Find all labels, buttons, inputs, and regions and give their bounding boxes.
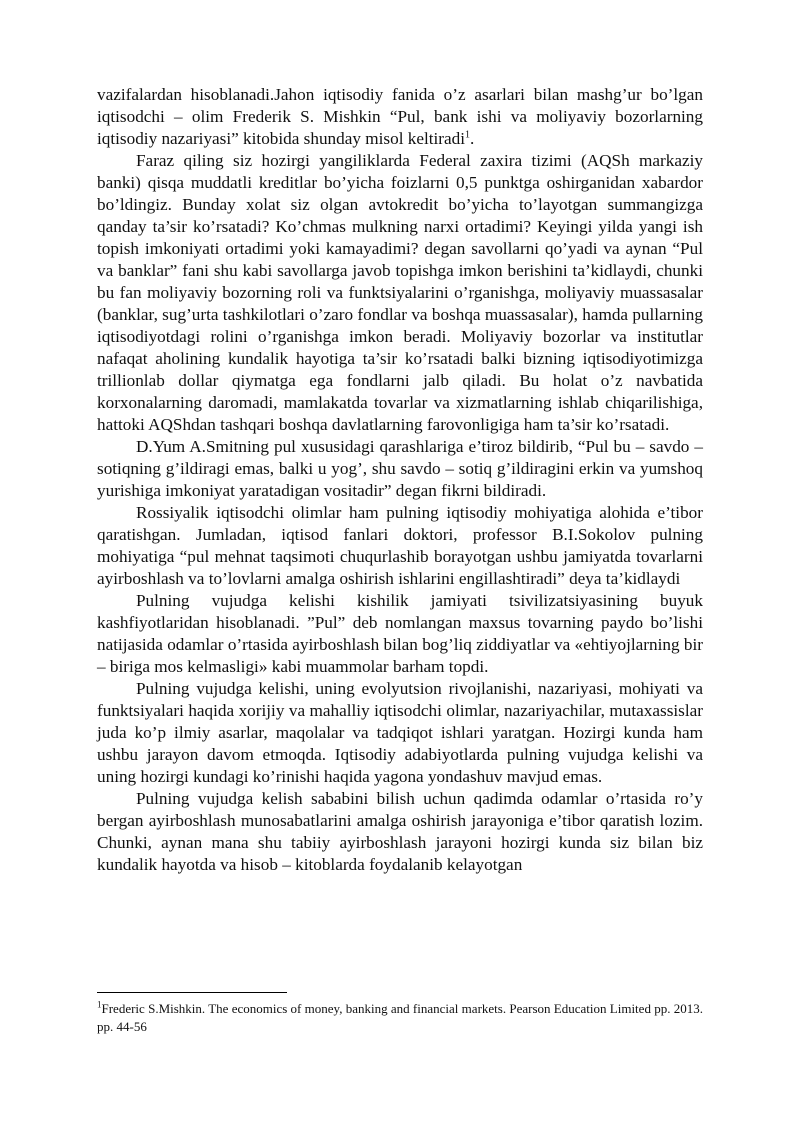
body-text xyxy=(97,84,703,876)
paragraph-2: Faraz qiling siz hozirgi yangiliklarda Federal zaxira tizimi (AQSh markaziy banki) qisqa muddatli kreditlar bo’yicha foizlarni 0,5 punktga oshirganidan xabardor bo’ldingiz. Bunday xolat siz olgan avtokredit bo’yicha to’layotgan summangizga qanday ta’sir ko’rsatadi? Ko’chmas mulkning narxi ortadimi? Keyingi yilda yangi ish topish imkoniyati ortadimi yoki kamayadimi? degan savollarni qo’yadi va aynan “Pul va banklar” fani shu kabi savollarga javob topishga imkon berishini ta’kidlaydi, chunki bu fan moliyaviy bozorning roli va funktsiyalarini o’rganishga, moliyaviy muassasalar (banklar, sug’urta tashkilotlari o’zaro fondlar va boshqa muassasalar), hamda pullarning iqtisodiyotdagi rolini o’rganishga imkon beradi. Moliyaviy bozorlar va institutlar nafaqat aholining kundalik hayotiga ta’sir ko’rsatadi balki bizning iqtisodiyotimizga trillionlab dollar qiymatga ega fondlarni jalb qiladi. Bu holat o’z navbatida korxonalarning daromadi, mamlakatda tovarlar va xizmatlarning ishlab chiqarilishiga, hattoki AQShdan tashqari boshqa davlatlarning farovonligiga ham ta’sir ko’rsatadi. xyxy=(97,151,703,434)
footnote-separator xyxy=(97,992,287,993)
paragraph-3: D.Yum A.Smitning pul xususidagi qarashlariga e’tiroz bildirib, “Pul bu – savdo – sotiqning g’ildiragi emas, balki u yog’, shu savdo – sotiq g’ildiragini erkin va yumshoq yurishiga imkoniyat yaratadigan vositadir” degan fikrni bildiradi. xyxy=(97,437,703,500)
footnote-text: Frederic S.Mishkin. The economics of money, banking and financial markets. Pearson Education Limited pp. 2013. pp. 44-56 xyxy=(97,1001,703,1034)
footnote-reference: 1 xyxy=(465,129,471,141)
paragraph-7: Pulning vujudga kelish sababini bilish uchun qadimda odamlar o’rtasida ro’y bergan ayirboshlash munosabatlarini amalga oshirish jarayoniga e’tibor qaratish lozim. Chunki, aynan mana shu tabiiy ayirboshlash jarayoni hozirgi kunda siz bilan biz kundalik hayotda va hisob – kitoblarda foydalanib kelayotgan xyxy=(97,789,703,874)
paragraph-6: Pulning vujudga kelishi, uning evolyutsion rivojlanishi, nazariyasi, mohiyati va funktsiyalari haqida xorijiy va mahalliy iqtisodchi olimlar, nazariyachilar, mutaxassislar juda ko’p ilmiy asarlar, maqolalar va tadqiqot ishlari yaratgan. Hozirgi kunda ham ushbu jarayon davom etmoqda. Iqtisodiy adabiyotlarda pulning vujudga kelishi va uning hozirgi kundagi ko’rinishi haqida yagona yondashuv mavjud emas. xyxy=(97,679,703,786)
footnote xyxy=(97,1000,703,1035)
paragraph-4: Rossiyalik iqtisodchi olimlar ham pulning iqtisodiy mohiyatiga alohida e’tibor qaratishgan. Jumladan, iqtisod fanlari doktori, professor B.I.Sokolov pulning mohiyatiga “pul mehnat taqsimoti chuqurlashib borayotgan ushbu jamiyatda tovarlarni ayirboshlash va to’lovlarni amalga oshirish ishlarini engillashtiradi” deya ta’kidlaydi xyxy=(97,503,703,588)
paragraph-1-text: vazifalardan hisoblanadi.Jahon iqtisodiy fanida o’z asarlari bilan mashg’ur bo’lgan iqtisodchi – olim Frederik S. Mishkin “Pul, bank ishi va moliyaviy bozorlarning iqtisodiy nazariyasi” kitobida shunday misol keltiradi xyxy=(97,85,703,148)
footnote-mark: 1 xyxy=(97,999,102,1010)
paragraph-1: vazifalardan hisoblanadi.Jahon iqtisodiy fanida o’z asarlari bilan mashg’ur bo’lgan iqtisodchi – olim Frederik S. Mishkin “Pul, bank ishi va moliyaviy bozorlarning iqtisodiy nazariyasi” kitobida shunday misol keltiradi$^1$. xyxy=(97,85,703,148)
paragraph-5: Pulning vujudga kelishi kishilik jamiyati tsivilizatsiyasining buyuk kashfiyotlaridan hisoblanadi. ”Pul” deb nomlangan maxsus tovarning paydo bo’lishi natijasida odamlar o’rtasida ayirboshlash bilan bog’liq ziddiyatlar va «ehtiyojlarning bir – biriga mos kelmasligi» kabi muammolar barham topdi. xyxy=(97,591,703,676)
